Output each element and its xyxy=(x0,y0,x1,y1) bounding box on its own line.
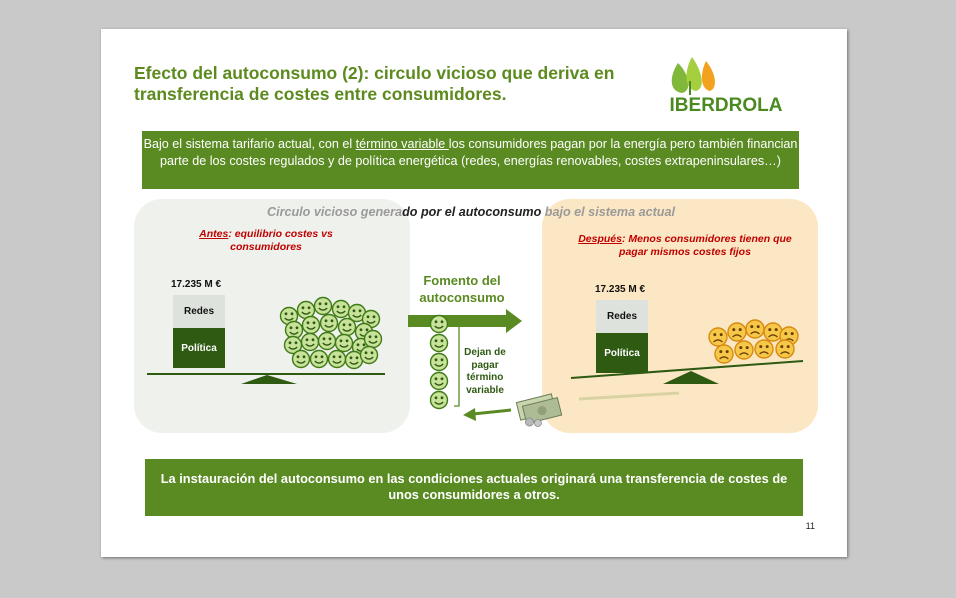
intro-text-underlined: término variable xyxy=(355,137,449,151)
intro-text-end: los consumidores pagan por la energía pero también financian parte de los costes regulados y de política energética (redes, energías renovables, costes extrapeninsulares…) xyxy=(160,137,798,168)
logo-wordmark: IBERDROLA xyxy=(669,95,783,116)
amount-after: 17.235 M € xyxy=(595,284,646,295)
leaving-consumers-column xyxy=(431,316,448,409)
caption-after-text: : Menos consumidores tienen que pagar mismos costes fijos xyxy=(619,233,792,258)
return-arrow-head xyxy=(463,408,476,421)
subtitle-part-3: bajo el sistema actual xyxy=(541,205,675,219)
return-arrow-shaft xyxy=(473,410,511,414)
page-number: 11 xyxy=(805,521,815,531)
bar-redes-before: Redes xyxy=(173,295,225,328)
balance-fulcrum-before xyxy=(241,375,297,384)
caption-before-text: : equilibrio costes vs consumidores xyxy=(228,228,333,253)
caption-before-label: Antes xyxy=(199,228,229,240)
intro-text-start: Bajo el sistema tarifario actual, con el xyxy=(143,137,356,151)
conclusion-box: La instauración del autoconsumo en las condiciones actuales originará una transferencia de costes de unos consumidores a otros. xyxy=(145,459,803,516)
subtitle-part-1: Circulo vicioso genera xyxy=(266,205,403,219)
bar-politica-after: Política xyxy=(596,333,648,373)
caption-after-label: Después xyxy=(578,233,622,245)
dejan-label: Dejan de pagar término variable xyxy=(464,347,506,396)
fomento-label: Fomento del autoconsumo xyxy=(419,273,505,305)
faded-beam-after xyxy=(579,393,679,399)
sad-consumers-crowd xyxy=(709,320,798,363)
balance-fulcrum-after xyxy=(663,371,719,384)
slide xyxy=(101,29,847,557)
fomento-arrow xyxy=(408,309,522,333)
bar-redes-after: Redes xyxy=(596,300,648,333)
bar-politica-before: Política xyxy=(173,328,225,368)
happy-consumers-crowd xyxy=(281,298,382,369)
amount-before: 17.235 M € xyxy=(171,279,222,290)
subtitle-part-2: do por el autoconsumo xyxy=(402,205,542,219)
slide-title: Efecto del autoconsumo (2): circulo vicioso que deriva en transferencia de costes entre consumidores. xyxy=(134,63,615,104)
bracket xyxy=(454,321,459,406)
money-icon xyxy=(516,393,563,431)
